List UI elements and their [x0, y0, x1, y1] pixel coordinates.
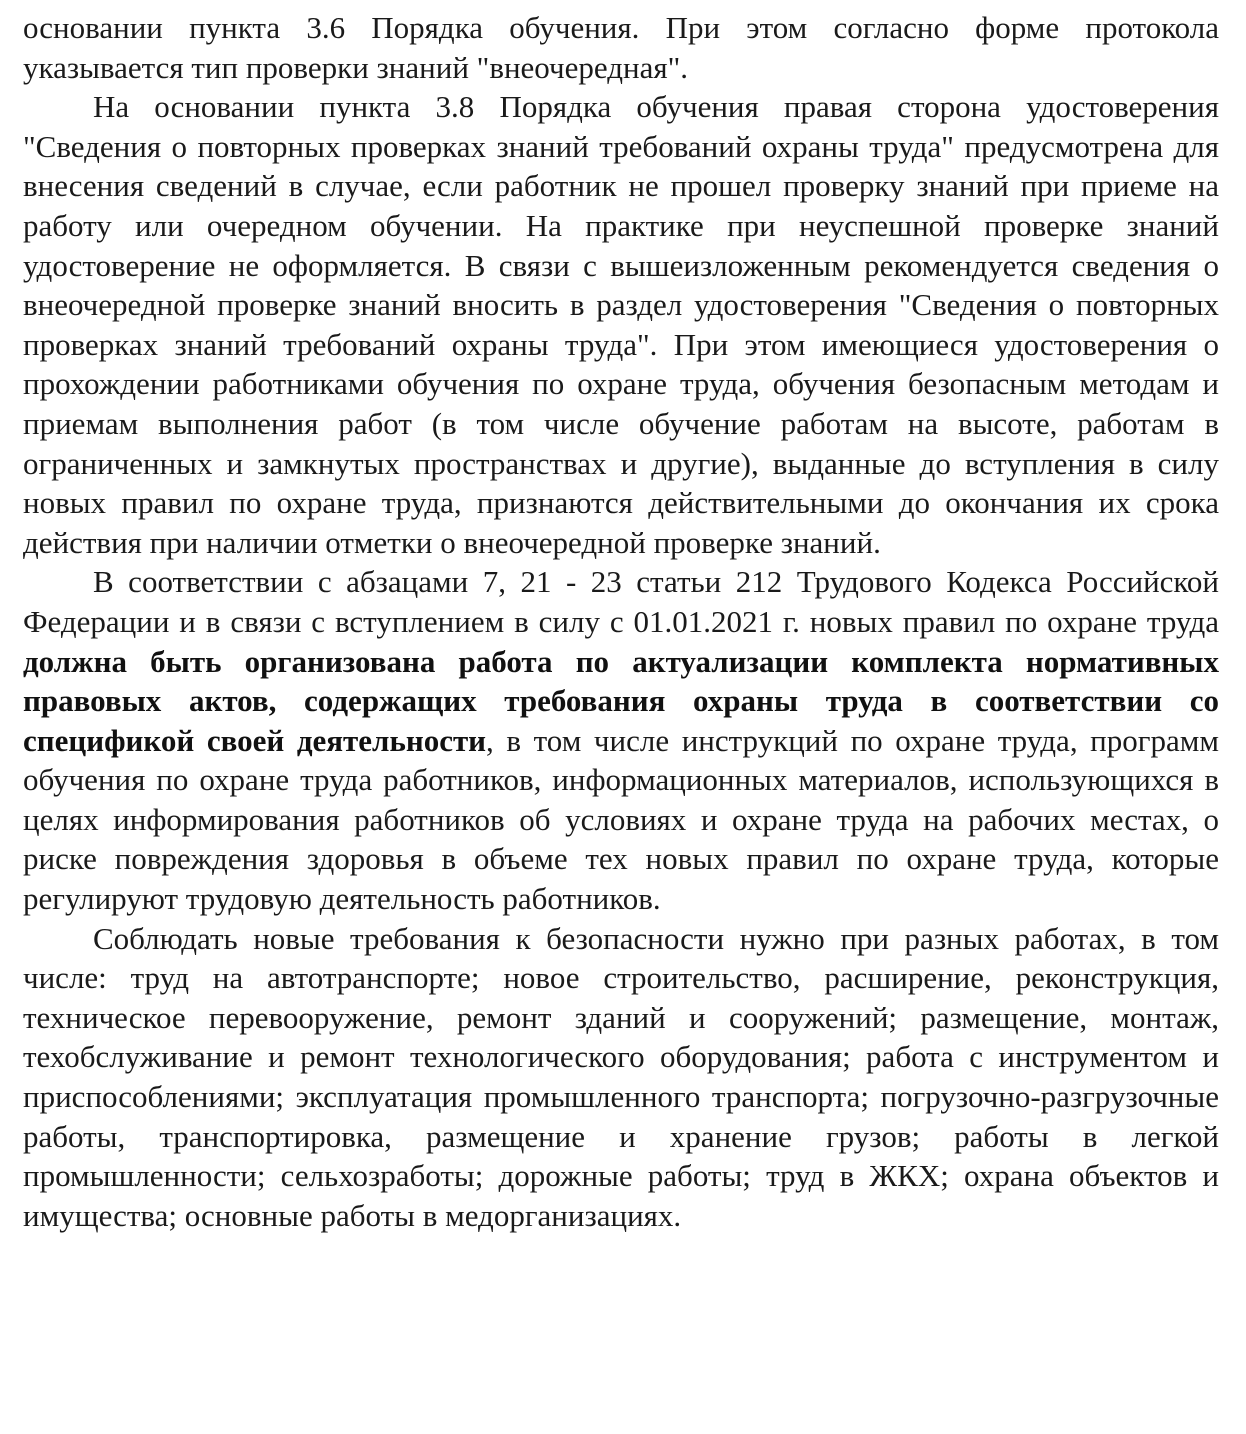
document-page [23, 8, 1219, 1235]
paragraph-continuation: основании пункта 3.6 Порядка обучения. При этом согласно форме протокола указывается тип проверки знаний "внеочередная". [23, 10, 1219, 85]
paragraph-labor-code-emphasis: должна быть организована работа по актуализации комплекта нормативных правовых актов, содержащих требования охраны труда в соответствии со спецификой своей деятельности [23, 643, 1219, 758]
paragraph-labor-code-rest: , в том числе инструкций по охране труда, программ обучения по охране труда работников, информационных материалов, использующихся в целях информирования работников об условиях и охране труда на рабочих местах, о риске повреждения здоровья в объеме тех новых правил по охране труда, которые регулируют трудовую деятельность работников. [23, 722, 1219, 917]
paragraph-labor-code-intro: В соответствии с абзацами 7, 21 - 23 статьи 212 Трудового Кодекса Российской Федерации и в связи с вступлением в силу с 01.01.2021 г. новых правил по охране труда [23, 564, 1219, 639]
paragraph-certificate-records: На основании пункта 3.8 Порядка обучения правая сторона удостоверения "Сведения о повторных проверках знаний требований охраны труда" предусмотрена для внесения сведений в случае, если работник не прошел проверку знаний при приеме на работу или очередном обучении. На практике при неуспешной проверке знаний удостоверение не оформляется. В связи с вышеизложенным рекомендуется сведения о внеочередной проверке знаний вносить в раздел удостоверения "Сведения о повторных проверках знаний требований охраны труда". При этом имеющиеся удостоверения о прохождении работниками обучения по охране труда, обучения безопасным методам и приемам выполнения работ (в том числе обучение работам на высоте, работам в ограниченных и замкнутых пространствах и другие), выданные до вступления в силу новых правил по охране труда, признаются действительными до окончания их срока действия при наличии отметки о внеочередной проверке знаний. [23, 89, 1219, 560]
paragraph-work-types: Соблюдать новые требования к безопасности нужно при разных работах, в том числе: труд на автотранспорте; новое строительство, расширение, реконструкция, техническое перевооружение, ремонт зданий и сооружений; размещение, монтаж, техобслуживание и ремонт технологического оборудования; работа с инструментом и приспособлениями; эксплуатация промышленного транспорта; погрузочно-разгрузочные работы, транспортировка, размещение и хранение грузов; работы в легкой промышленности; сельхозработы; дорожные работы; труд в ЖКХ; охрана объектов и имущества; основные работы в медорганизациях. [23, 920, 1219, 1233]
paragraph-labor-code [23, 562, 1219, 918]
